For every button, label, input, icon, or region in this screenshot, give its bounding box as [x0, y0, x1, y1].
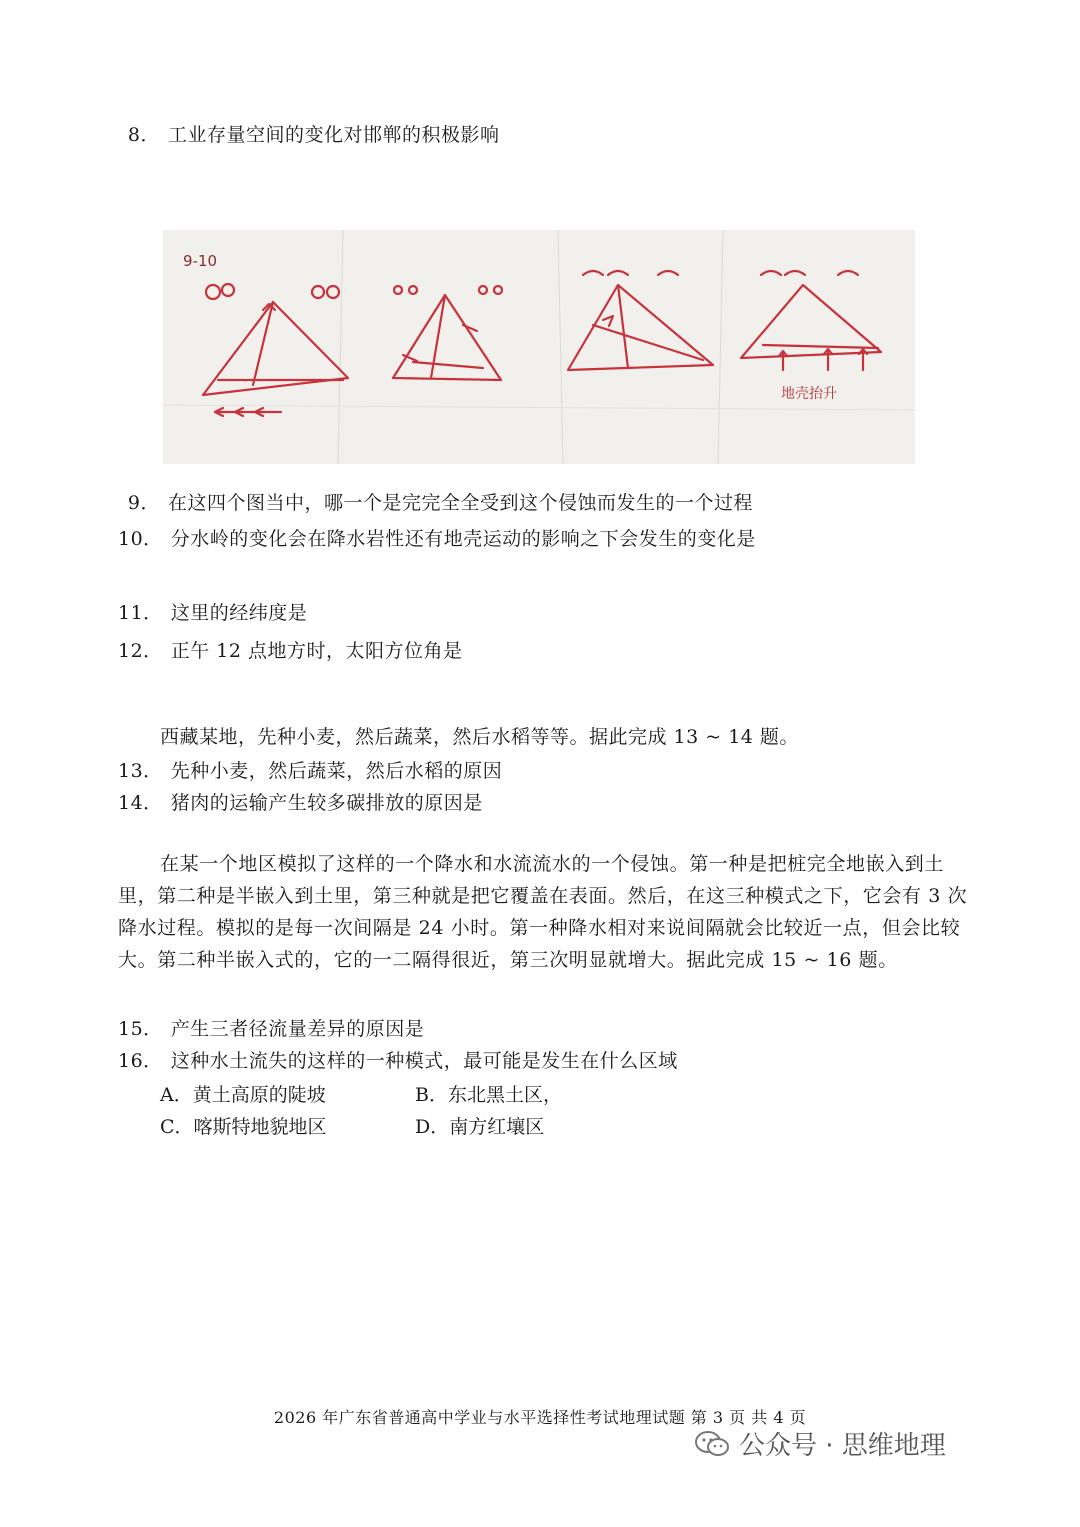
sketch-label: 9-10 [183, 252, 218, 270]
question-text: 先种小麦，然后蔬菜，然后水稻的原因 [170, 760, 503, 782]
question-text: 这种水土流失的这样的一种模式，最可能是发生在什么区域 [170, 1050, 678, 1072]
question-11 [118, 598, 307, 625]
question-10 [118, 524, 756, 551]
question-15 [118, 1014, 424, 1041]
question-number: 12． [118, 640, 163, 662]
question-16 [118, 1046, 678, 1073]
question-number: 13． [118, 760, 163, 782]
option-b: B．东北黑土区， [415, 1084, 562, 1106]
page-footer: 2026 年广东省普通高中学业与水平选择性考试地理试题 第 3 页 共 4 页 [273, 1408, 807, 1427]
question-text: 在这四个图当中，哪一个是完完全全受到这个侵蚀而发生的一个过程 [168, 492, 754, 514]
question-9 [118, 488, 753, 515]
option-c: C．喀斯特地貌地区 [160, 1116, 327, 1138]
wechat-icon [695, 1430, 729, 1458]
question-number: 8． [127, 124, 160, 146]
question-number: 14． [118, 792, 163, 814]
question-text: 这里的经纬度是 [170, 602, 308, 624]
hand-drawn-sketch-photo [163, 230, 915, 464]
question-13 [118, 756, 502, 783]
sketch-note: 地壳抬升 [781, 386, 837, 402]
watermark-text: 公众号 · 思维地理 [739, 1431, 946, 1461]
intro-15-16: 在某一个地区模拟了这样的一个降水和水流流水的一个侵蚀。第一种是把桩完全地嵌入到土里，第二种是半嵌入到土里，第三种就是把它覆盖在表面。然后，在这三种模式之下，它会有 3 次降水过程。模拟的是每一次间隔是 24 小时。第一种降水相对来说间隔就会比较近一点，但会比较大。第二种半嵌入式的，它的一二隔得很近，第三次明显就增大。据此完成 15 ~ 16 题。 [118, 853, 968, 971]
option-d: D．南方红壤区 [415, 1116, 545, 1138]
question-number: 15． [118, 1018, 163, 1040]
question-number: 10． [118, 528, 163, 550]
question-text: 正午 12 点地方时，太阳方位角是 [170, 640, 463, 662]
question-text: 分水岭的变化会在降水岩性还有地壳运动的影响之下会发生的变化是 [170, 528, 756, 550]
question-text: 工业存量空间的变化对邯郸的积极影响 [168, 124, 500, 146]
question-12 [118, 636, 462, 663]
question-8 [118, 120, 500, 147]
question-14 [118, 788, 483, 815]
question-number: 16． [118, 1050, 163, 1072]
option-a: A．黄土高原的陡坡 [160, 1084, 326, 1106]
question-number: 11． [118, 602, 163, 624]
watermark [695, 1425, 946, 1462]
question-text: 猪肉的运输产生较多碳排放的原因是 [170, 792, 483, 814]
question-text: 产生三者径流量差异的原因是 [170, 1018, 425, 1040]
question-number: 9． [127, 492, 160, 514]
intro-13-14: 西藏某地，先种小麦，然后蔬菜，然后水稻等等。据此完成 13 ~ 14 题。 [160, 726, 799, 748]
